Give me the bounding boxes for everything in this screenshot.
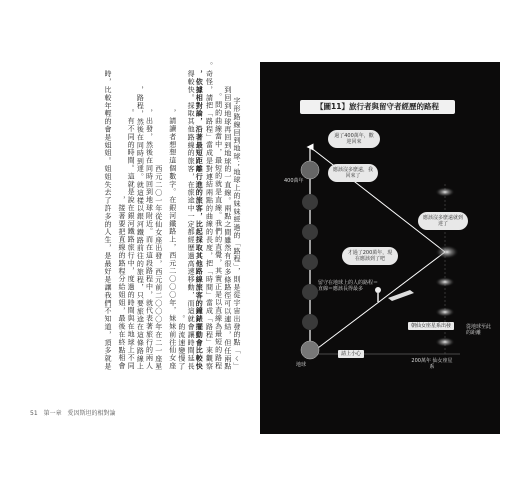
text-column: 到回到地球再回到地球的一直線。兩點之間雖然有很多條路徑可以連結，但任兩點 [223, 85, 232, 370]
text-column: 時，比較年輕的會是姐姐。姐姐失去了許多的人生，是最好是讓我們不知道，頂多就是 [103, 69, 112, 370]
text-column: 奇怪，請把「路程」當成是對連結兩點的曲線的長度，把「時間」當成「路程」來觀察。 [205, 61, 214, 370]
text-column: 出發，然後在同時回到地球附近。而在這段路程中，就代表著旅行的兩人， [145, 109, 154, 370]
text-column: 得較快。採取其他路線的旅客，在旅途中一定都經歷過高速移動，而這就會讓時間延長 [187, 69, 196, 370]
chapter-title: 愛因斯坦的相對論 [67, 410, 116, 417]
text-column: 接著要把直線的路程分給姐姐，最後在終點相會， [117, 196, 126, 370]
year-400-label: 400萬年 [284, 178, 304, 184]
vertical-text-body [60, 61, 241, 370]
text-column-bold: 依據相對論，沿著最短距離行進的旅客，比起採取其他路線旅客的鐘錶擺動會比較快， [195, 69, 205, 370]
galaxy-icon [435, 337, 455, 347]
traveler-note: 留守在地球上的人的路程＝直線＝應該長得最多 [318, 280, 379, 292]
text-column: 西元二〇一年從仙女座出發，西元前二〇〇〇年在二一座星 [154, 164, 163, 370]
text-column: 的流速變慢了。 [177, 314, 186, 370]
galaxy-icon [435, 307, 455, 317]
speech-bubble: 應該沒多麼遠，我回來了 [328, 164, 378, 182]
text-column: 請讀者想想這個數字。在銀河鐵路上，西元二〇〇〇年，妹妹前往仙女座， [168, 109, 177, 370]
figure-page [260, 62, 500, 434]
galaxy-icon [435, 187, 455, 197]
distance-label: 200萬年 仙女座星系 [411, 358, 453, 370]
page-number: 51 [30, 410, 38, 417]
andromeda-depart-label: 朝仙女座星系出發 [408, 322, 454, 330]
text-column: 路程，然後在同時到達。就這樣以銀河鐵路前往的旅程，只要旅途在這條路線上， [136, 85, 145, 370]
figure-title: 【圖11】旅行者與留守者經歷的路程 [300, 100, 455, 114]
text-column: 「ㄑ」字形路線回到地球；地球上的妹妹經過的「路程」，則是從宇宙出發的點 [233, 96, 241, 370]
text-column: 有不同的時間。這就是說在銀河鐵路旅行中，度過的時間與在地球上不同。 [127, 109, 136, 370]
earth-to-andromeda-label: 從地球至此的距離 [466, 324, 492, 336]
outbound-path [310, 252, 445, 354]
chapter-label: 第一章 [43, 410, 62, 417]
leave-earth-label: 請上小心 [338, 350, 364, 358]
earth-globe-icon [302, 194, 318, 210]
earth-globe-icon [302, 284, 318, 300]
earth-globe-icon [302, 224, 318, 240]
earth-globe-icon [301, 161, 319, 179]
galaxy-icon [435, 277, 455, 287]
earth-globe-icon [302, 314, 318, 330]
galaxy-icon [435, 245, 459, 259]
earth-globe-icon [302, 254, 318, 270]
page-footer [30, 408, 120, 417]
earth-globe-icon [301, 341, 319, 359]
speech-bubble: 應該沒多麼遠就到達了 [418, 212, 468, 230]
speech-bubble: 才過了200萬年，現在應該到了吧 [342, 247, 398, 265]
text-column: 問的曲線當中，最短的就是直線。我們的直覺，其實正是以直線為最短的路程。 [214, 93, 223, 370]
return-path [310, 147, 445, 252]
earth-label: 地球 [296, 362, 307, 368]
speech-bubble: 過了400萬年，歡迎回來 [328, 130, 380, 148]
